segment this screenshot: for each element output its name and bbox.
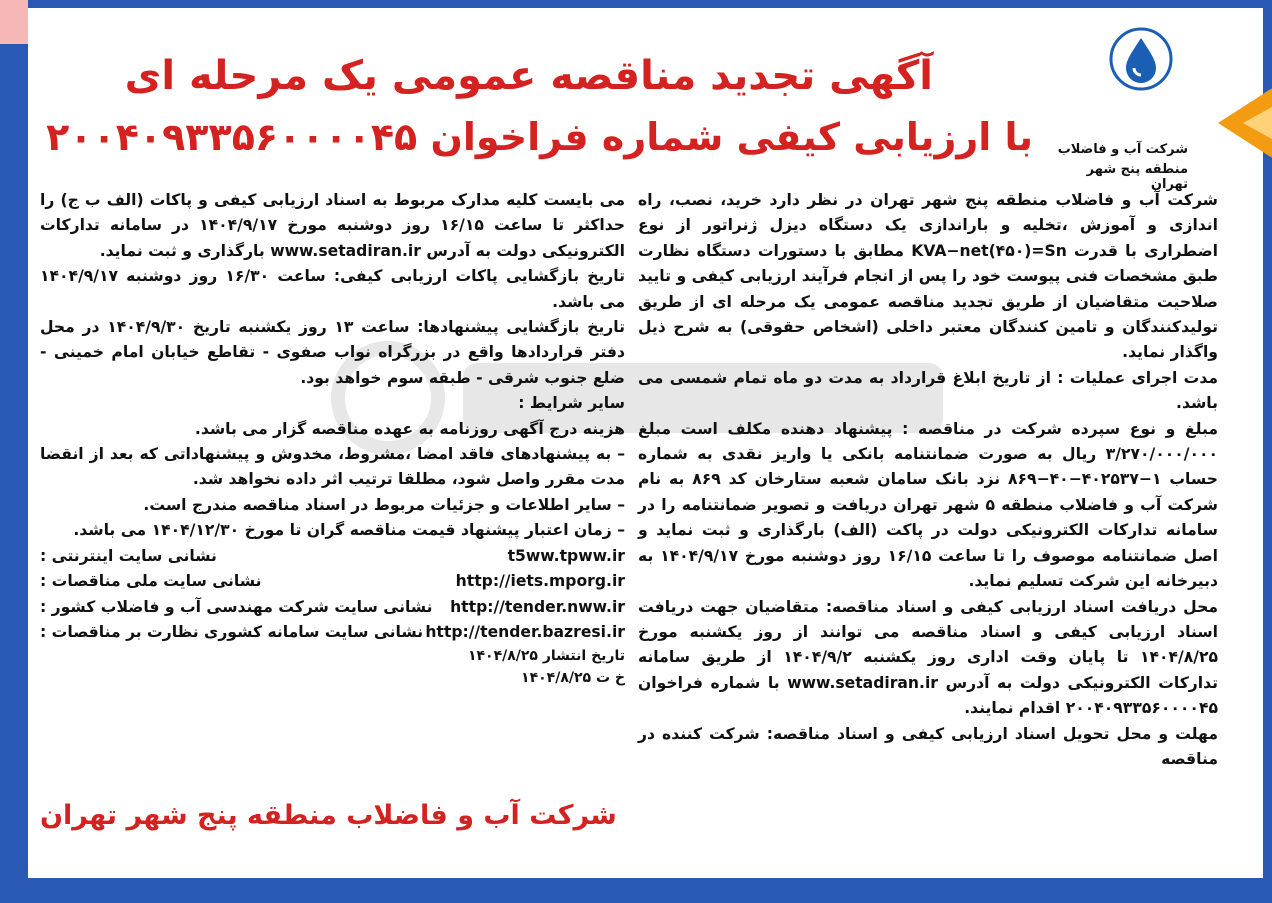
paragraph-other-terms-heading: سایر شرایط :	[518, 394, 625, 413]
page-subtitle: با ارزیابی کیفی شماره فراخوان ۲۰۰۴۰۹۳۳۵۶۰۰۰۰۴۵	[46, 115, 1033, 159]
publish-date: تاریخ انتشار ۱۴۰۴/۸/۲۵	[467, 648, 625, 665]
site-row-nww	[40, 595, 625, 620]
site-link[interactable]: t5ww.tpww.ir	[507, 546, 625, 565]
site-row-internet	[40, 544, 625, 569]
water-drop-icon	[1108, 26, 1174, 92]
org-name-line-1: شرکت آب و فاضلاب	[1057, 142, 1188, 157]
paragraph-duration: مدت اجرای عملیات : از تاریخ ابلاغ قرارداد به مدت دو ماه تمام شمسی می باشد.	[638, 368, 1218, 413]
paragraph-ad-cost: هزینه درج آگهی روزنامه به عهده مناقصه گزار می باشد.	[194, 419, 625, 438]
site-label: نشانی سایت ملی مناقصات :	[40, 572, 262, 591]
site-row-national	[40, 569, 625, 594]
khat-date: خ ت ۱۴۰۴/۸/۲۵	[521, 670, 625, 687]
site-link[interactable]: http://tender.nww.ir	[450, 597, 625, 616]
page-title: آگهی تجدید مناقصه عمومی یک مرحله ای	[124, 53, 933, 99]
paragraph-documents: محل دریافت اسناد ارزیابی کیفی و اسناد مناقصه: متقاضیان جهت دریافت اسناد ارزیابی کیفی و اسناد مناقصه می توانند از روز یکشنبه مورخ ۱۴۰۴/۸/۲۵ تا پایان وقت اداری روز یکشنبه ۱۴۰۴/۹/۲ از طریق سامانه تدارکات الکترونیکی دولت به آدرس www.setadiran.ir با شماره فراخوان ۲۰۰۴۰۹۳۳۵۶۰۰۰۰۴۵ اقدام نمایند.	[638, 597, 1218, 718]
company-logo	[1057, 26, 1188, 192]
site-label: نشانی سایت اینترنتی :	[40, 546, 217, 565]
footer-org-name: شرکت آب و فاضلاب منطقه پنج شهر تهران	[40, 800, 617, 831]
site-link[interactable]: http://iets.mporg.ir	[455, 572, 625, 591]
bottom-border	[0, 878, 1272, 903]
top-border	[28, 0, 1272, 8]
site-label: نشانی سایت سامانه کشوری نظارت بر مناقصات :	[40, 622, 424, 641]
paragraph-submission: می بایست کلیه مدارک مربوط به اسناد ارزیابی کیفی و پاکات (الف ب ج) را حداکثر تا ساعت ۱۶/۱۵ روز دوشنبه مورخ ۱۴۰۴/۹/۱۷ در سامانه تدارکات الکترونیکی دولت به آدرس www.setadiran.ir بارگذاری و ثبت نماید.	[40, 191, 625, 260]
paragraph-other-info: – سایر اطلاعات و جزئیات مربوط در اسناد مناقصه مندرج است.	[143, 495, 625, 514]
chevron-left-icon	[1218, 78, 1272, 168]
paragraph-deadline: مهلت و محل تحویل اسناد ارزیابی کیفی و اسناد مناقصه: شرکت کننده در مناقصه	[638, 724, 1218, 768]
site-row-bazresi	[40, 620, 625, 645]
paragraph-intro: شرکت آب و فاضلاب منطقه پنج شهر تهران در نظر دارد خرید، نصب، راه اندازی و آموزش ،تخلیه و باراندازی یک دستگاه دیزل ژنراتور از نوع اضطراری با قدرت KVA−net(۴۵۰)=Sn مطابق با دستورات دستگاه نظارت طبق مشخصات فنی پیوست خود را پس از انجام فرآیند ارزیابی کیفی و تایید صلاحیت متقاضیان از طریق تجدید مناقصه عمومی یک مرحله ای از طریق تولیدکنندگان و تامین کنندگان معتبر داخلی (اشخاص حقوقی) به شرح ذیل واگذار نماید.	[638, 191, 1218, 362]
left-border	[0, 0, 28, 903]
site-label: نشانی سایت شرکت مهندسی آب و فاضلاب کشور :	[40, 597, 433, 616]
paragraph-deposit: مبلغ و نوع سپرده شرکت در مناقصه : پیشنهاد دهنده مکلف است مبلغ ۳/۲۷۰/۰۰۰/۰۰۰ ریال به صورت ضمانتنامه بانکی یا واریز نقدی به شماره حساب ۱−۴۰۲۵۳۷−۴۰−۸۶۹ نزد بانک سامان شعبه ستارخان کد ۸۶۹ به نام شرکت آب و فاضلاب منطقه ۵ شهر تهران دریافت و تصویر ضمانتنامه را در سامانه تدارکات الکترونیکی دولت در پاکت (الف) بارگذاری و ثبت نماید و اصل ضمانتنامه موصوف را تا ساعت ۱۶/۱۵ روز دوشنبه مورخ ۱۴۰۴/۹/۱۷ به دبیرخانه این شرکت تسلیم نماید.	[638, 419, 1219, 591]
corner-accent	[0, 0, 28, 44]
paragraph-invalid-bids: – به پیشنهادهای فاقد امضا ،مشروط، مخدوش و پیشنهاداتی که بعد از انقضا مدت مقرر واصل شود، مطلقا ترتیب اثر داده نخواهد شد.	[40, 445, 625, 489]
site-link[interactable]: http://tender.bazresi.ir	[425, 622, 625, 641]
right-text-column	[638, 188, 1218, 772]
left-text-column	[40, 188, 625, 689]
paragraph-opening-bids: تاریخ بازگشایی پیشنهادها: ساعت ۱۳ روز یکشنبه تاریخ ۱۴۰۴/۹/۳۰ در محل دفتر قراردادها واقع در بزرگراه نواب صفوی - تقاطع خیابان امام خمینی - ضلع جنوب شرقی - طبقه سوم خواهد بود.	[40, 318, 625, 387]
paragraph-opening-quality: تاریخ بازگشایی پاکات ارزیابی کیفی: ساعت ۱۶/۳۰ روز دوشنبه ۱۴۰۴/۹/۱۷ می باشد.	[40, 267, 625, 311]
org-name-line-2: منطقه پنج شهر تهران	[1086, 162, 1188, 192]
paragraph-validity: – زمان اعتبار پیشنهاد قیمت مناقصه گران تا مورخ ۱۴۰۴/۱۲/۳۰ می باشد.	[73, 521, 625, 540]
